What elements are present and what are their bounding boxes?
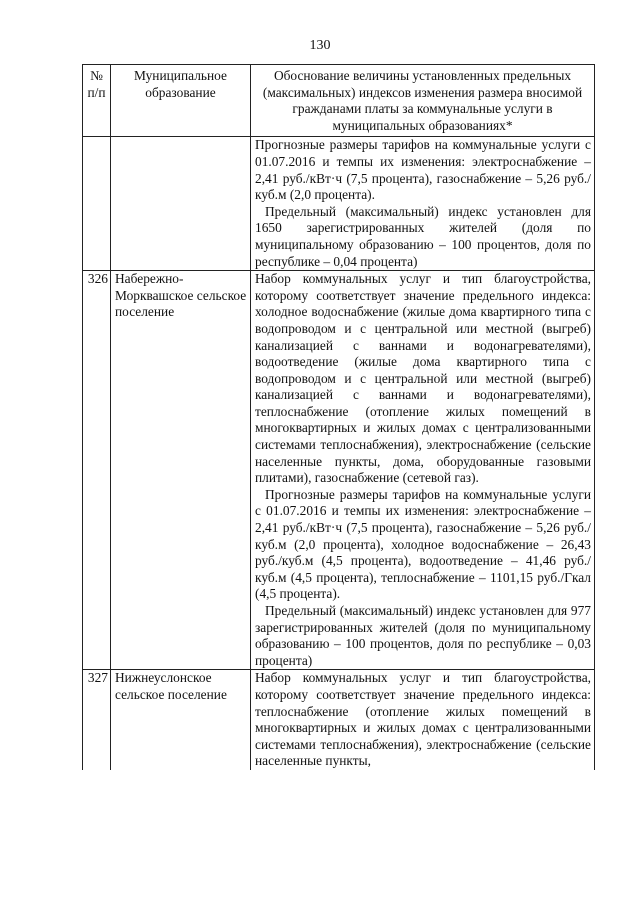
justification-paragraph: Прогнозные размеры тарифов на коммунальные услуги с 01.07.2016 и темпы их изменения: электроснабжение – 2,41 руб./кВт·ч (7,5 процента), газоснабжение – 5,26 руб./куб.м (2,0 процента).	[255, 137, 591, 203]
row-justification	[251, 137, 595, 271]
row-municipality: Нижнеуслонское сельское поселение	[111, 670, 251, 770]
tariff-index-table	[82, 64, 595, 770]
table-row	[83, 271, 595, 670]
header-number: № п/п	[83, 65, 111, 137]
row-municipality: Набережно-Морквашское сельское поселение	[111, 271, 251, 670]
justification-paragraph: Набор коммунальных услуг и тип благоустройства, которому соответствует значение предельного индекса: холодное водоснабжение (жилые дома квартирного типа с водопроводом и с центральной или местной (выгреб) канализацией с ваннами и водонагревателями), водоотведение (жилые дома квартирного типа с водопроводом и с центральной или местной (выгреб) канализацией с ваннами и водонагревателями), теплоснабжение (отопление жилых помещений в многоквартирных и жилых домах с централизованными системами теплоснабжения), электроснабжение (сельские населенные пункты, дома, оборудованные газовыми плитами), газоснабжение (сетевой газ).	[255, 271, 591, 486]
row-justification	[251, 670, 595, 770]
row-justification	[251, 271, 595, 670]
row-number	[83, 137, 111, 271]
row-number: 327	[83, 670, 111, 770]
justification-paragraph: Прогнозные размеры тарифов на коммунальные услуги с 01.07.2016 и темпы их изменения: электроснабжение – 2,41 руб./кВт·ч (7,5 процента), газоснабжение – 5,26 руб./куб.м (2,0 процента), холодное водоснабжение – 26,43 руб./куб.м (4,5 процента), водоотведение – 41,46 руб./куб.м (4,5 процента), теплоснабжение – 1101,15 руб./Гкал (4,5 процента).	[255, 486, 591, 602]
justification-paragraph: Набор коммунальных услуг и тип благоустройства, которому соответствует значение предельного индекса: теплоснабжение (отопление жилых помещений в многоквартирных и жилых домах с централизованными системами теплоснабжения), электроснабжение (сельские населенные пункты,	[255, 670, 591, 769]
table-header-row	[83, 65, 595, 137]
table-row	[83, 670, 595, 770]
page-number: 130	[309, 38, 331, 53]
justification-paragraph: Предельный (максимальный) индекс установлен для 1650 зарегистрированных жителей (доля по муниципальному образованию – 100 процентов, доля по республике – 0,04 процента)	[255, 203, 591, 269]
row-municipality	[111, 137, 251, 271]
row-number: 326	[83, 271, 111, 670]
table-row	[83, 137, 595, 271]
justification-paragraph: Предельный (максимальный) индекс установлен для 977 зарегистрированных жителей (доля по муниципальному образованию – 100 процентов, доля по республике – 0,03 процента)	[255, 603, 591, 668]
header-justification: Обоснование величины установленных предельных (максимальных) индексов изменения размера вносимой гражданами платы за коммунальные услуги в муниципальных образованиях*	[251, 65, 595, 137]
header-municipality: Муниципальное образование	[111, 65, 251, 137]
